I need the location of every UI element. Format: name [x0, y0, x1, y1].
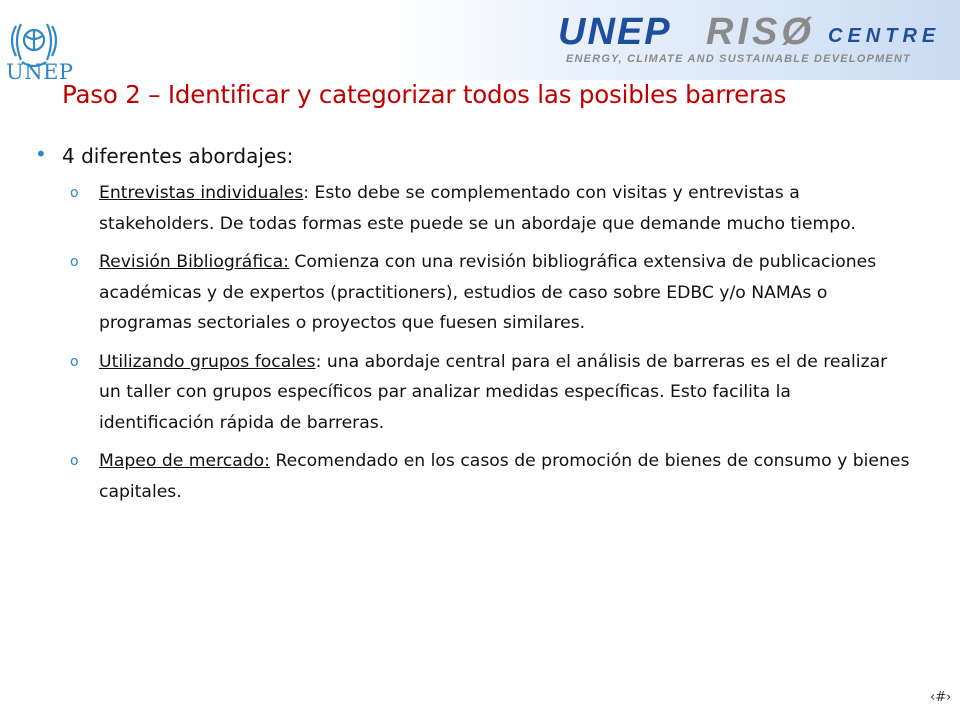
- sub-bullet-marker-icon: o: [70, 185, 79, 201]
- sub-bullet-body: [99, 247, 910, 339]
- unep-riso-centre-logo: [556, 8, 948, 68]
- page-number: ‹#›: [930, 690, 952, 705]
- brand-riso-text: RISØ: [706, 11, 815, 53]
- sub-bullet-item: [70, 446, 910, 507]
- sub-bullet-text: : Esto debe se complementado con visitas y entrevistas a stakeholders. De todas formas este puede se un abordaje que demande mucho tiempo.: [99, 183, 856, 234]
- sub-bullet-item: [70, 178, 910, 239]
- unep-logo-text: UNEP: [6, 60, 74, 84]
- sub-bullet-text: : una abordaje central para el análisis de barreras es el de realizar un taller con grupos específicos par analizar medidas específicas. Esto facilita la identificación rápida de barreras.: [99, 351, 888, 433]
- sub-bullet-text: Recomendado en los casos de promoción de bienes de consumo y bienes capitales.: [99, 451, 910, 502]
- sub-bullet-item: [70, 247, 910, 339]
- sub-bullet-marker-icon: o: [70, 453, 79, 469]
- sub-bullet-text: Comienza con una revisión bibliográfica extensiva de publicaciones académicas y de expertos (practitioners), estudios de caso sobre EDBC y/o NAMAs o programas sectoriales o proyectos que fuesen similares.: [99, 252, 877, 333]
- sub-bullet-body: [99, 347, 910, 439]
- sub-bullet-marker-icon: o: [70, 353, 79, 370]
- brand-unep-text: UNEP: [558, 11, 672, 53]
- brand-tagline-text: ENERGY, CLIMATE AND SUSTAINABLE DEVELOPMENT: [566, 53, 911, 65]
- sub-bullet-term: Mapeo de mercado:: [99, 451, 270, 471]
- sub-bullet-marker-icon: o: [70, 254, 79, 270]
- sub-bullet-body: [99, 178, 910, 239]
- sub-bullet-term: Utilizando grupos focales: [99, 351, 316, 372]
- slide-title: Paso 2 – Identificar y categorizar todos las posibles barreras: [62, 80, 787, 109]
- sub-bullet-term: Revisión Bibliográfica:: [99, 252, 289, 272]
- main-bullet-text: 4 diferentes abordajes:: [62, 144, 294, 168]
- sub-bullet-item: [70, 347, 910, 439]
- brand-centre-text: CENTRE: [828, 25, 941, 47]
- main-bullet: [35, 142, 293, 170]
- bullet-dot-icon: •: [35, 142, 47, 166]
- sub-bullet-term: Entrevistas individuales: [99, 183, 304, 203]
- sub-bullet-list: [70, 178, 910, 515]
- sub-bullet-body: [99, 446, 910, 507]
